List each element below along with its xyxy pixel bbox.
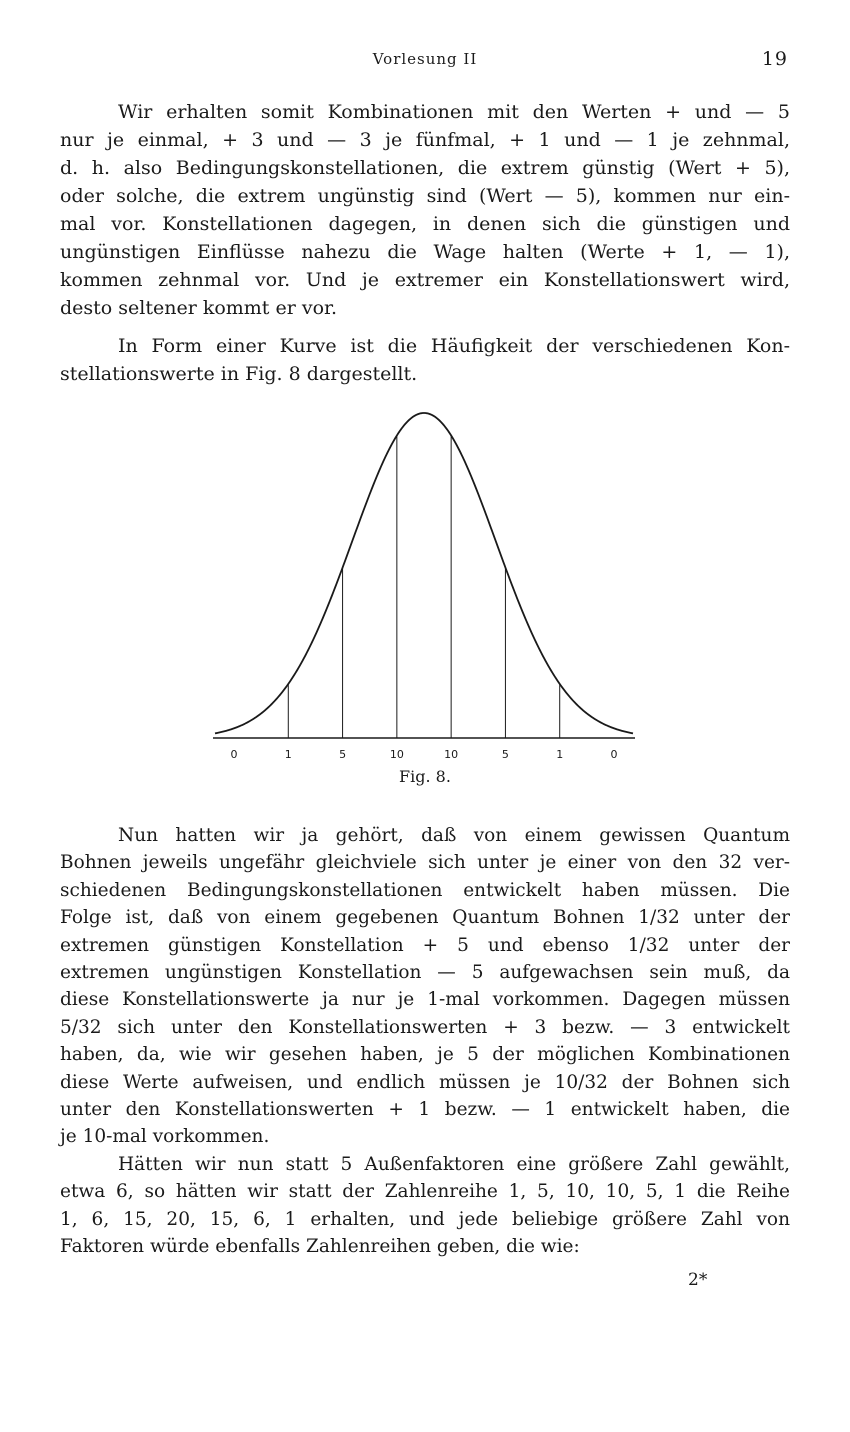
tick-label: 0	[230, 748, 238, 761]
figure-8	[205, 405, 645, 805]
text-line: Hätten wir nun statt 5 Außenfaktoren eine größere Zahl gewählt,	[118, 1153, 790, 1175]
frequency-curve-chart	[205, 405, 645, 765]
figure-caption: Fig. 8.	[399, 767, 451, 786]
tick-label: 1	[284, 748, 292, 761]
running-head	[60, 50, 790, 74]
text-line: kommen zehnmal vor. Und je extremer ein Konstellationswert wird,	[60, 269, 790, 291]
paragraph-3	[60, 822, 790, 1261]
tick-label: 5	[501, 748, 509, 761]
text-line: extremen günstigen Konstellation + 5 und ebenso 1/32 unter der	[60, 934, 790, 956]
text-line: etwa 6, so hätten wir statt der Zahlenreihe 1, 5, 10, 10, 5, 1 die Reihe	[60, 1181, 790, 1203]
text-line: Faktoren würde ebenfalls Zahlenreihen geben, die wie:	[60, 1236, 580, 1258]
page-number: 19	[761, 48, 788, 70]
paragraph-2	[60, 332, 790, 388]
text-line: oder solche, die extrem ungünstig sind (Wert — 5), kommen nur ein-	[60, 185, 790, 207]
text-line: desto seltener kommt er vor.	[60, 297, 338, 319]
signature-mark: 2*	[688, 1270, 708, 1290]
text-line: Wir erhalten somit Kombinationen mit den Werten + und — 5	[118, 101, 790, 123]
text-line: ungünstigen Einflüsse nahezu die Wage halten (Werte + 1, — 1),	[60, 241, 790, 263]
text-line: schiedenen Bedingungskonstellationen entwickelt haben müssen. Die	[60, 879, 790, 901]
tick-label: 0	[610, 748, 618, 761]
paragraph-1	[60, 98, 790, 322]
running-head-title: Vorlesung II	[372, 50, 478, 68]
text-line: mal vor. Konstellationen dagegen, in denen sich die günstigen und	[60, 213, 790, 235]
text-line: Folge ist, daß von einem gegebenen Quantum Bohnen 1/32 unter der	[60, 907, 790, 929]
text-line: 5/32 sich unter den Konstellationswerten + 3 bezw. — 3 entwickelt	[60, 1016, 790, 1038]
text-line: Bohnen jeweils ungefähr gleichviele sich unter je einer von den 32 ver-	[60, 852, 790, 874]
text-line: 1, 6, 15, 20, 15, 6, 1 erhalten, und jede beliebige größere Zahl von	[60, 1208, 790, 1230]
text-line: haben, da, wie wir gesehen haben, je 5 der möglichen Kombinationen	[60, 1044, 790, 1066]
text-line: diese Konstellationswerte ja nur je 1-mal vorkommen. Dagegen müssen	[60, 989, 790, 1011]
text-line: unter den Konstellationswerten + 1 bezw. — 1 entwickelt haben, die	[60, 1099, 790, 1121]
tick-label: 1	[556, 748, 564, 761]
bell-curve-line	[215, 413, 633, 733]
text-line: nur je einmal, + 3 und — 3 je fünfmal, + 1 und — 1 je zehnmal,	[60, 129, 790, 151]
text-line: je 10-mal vorkommen.	[60, 1126, 270, 1148]
tick-label: 10	[444, 748, 459, 761]
tick-label: 5	[339, 748, 347, 761]
text-line: Nun hatten wir ja gehört, daß von einem gewissen Quantum	[118, 825, 790, 846]
tick-label: 10	[389, 748, 404, 761]
text-line: In Form einer Kurve ist die Häufigkeit der verschiedenen Kon-	[118, 335, 790, 357]
text-line: extremen ungünstigen Konstellation — 5 aufgewachsen sein muß, da	[60, 962, 790, 984]
text-line: diese Werte aufweisen, und endlich müssen je 10/32 der Bohnen sich	[60, 1071, 790, 1093]
text-line: stellationswerte in Fig. 8 dargestellt.	[60, 363, 418, 385]
text-line: d. h. also Bedingungskonstellationen, die extrem günstig (Wert + 5),	[60, 157, 790, 179]
